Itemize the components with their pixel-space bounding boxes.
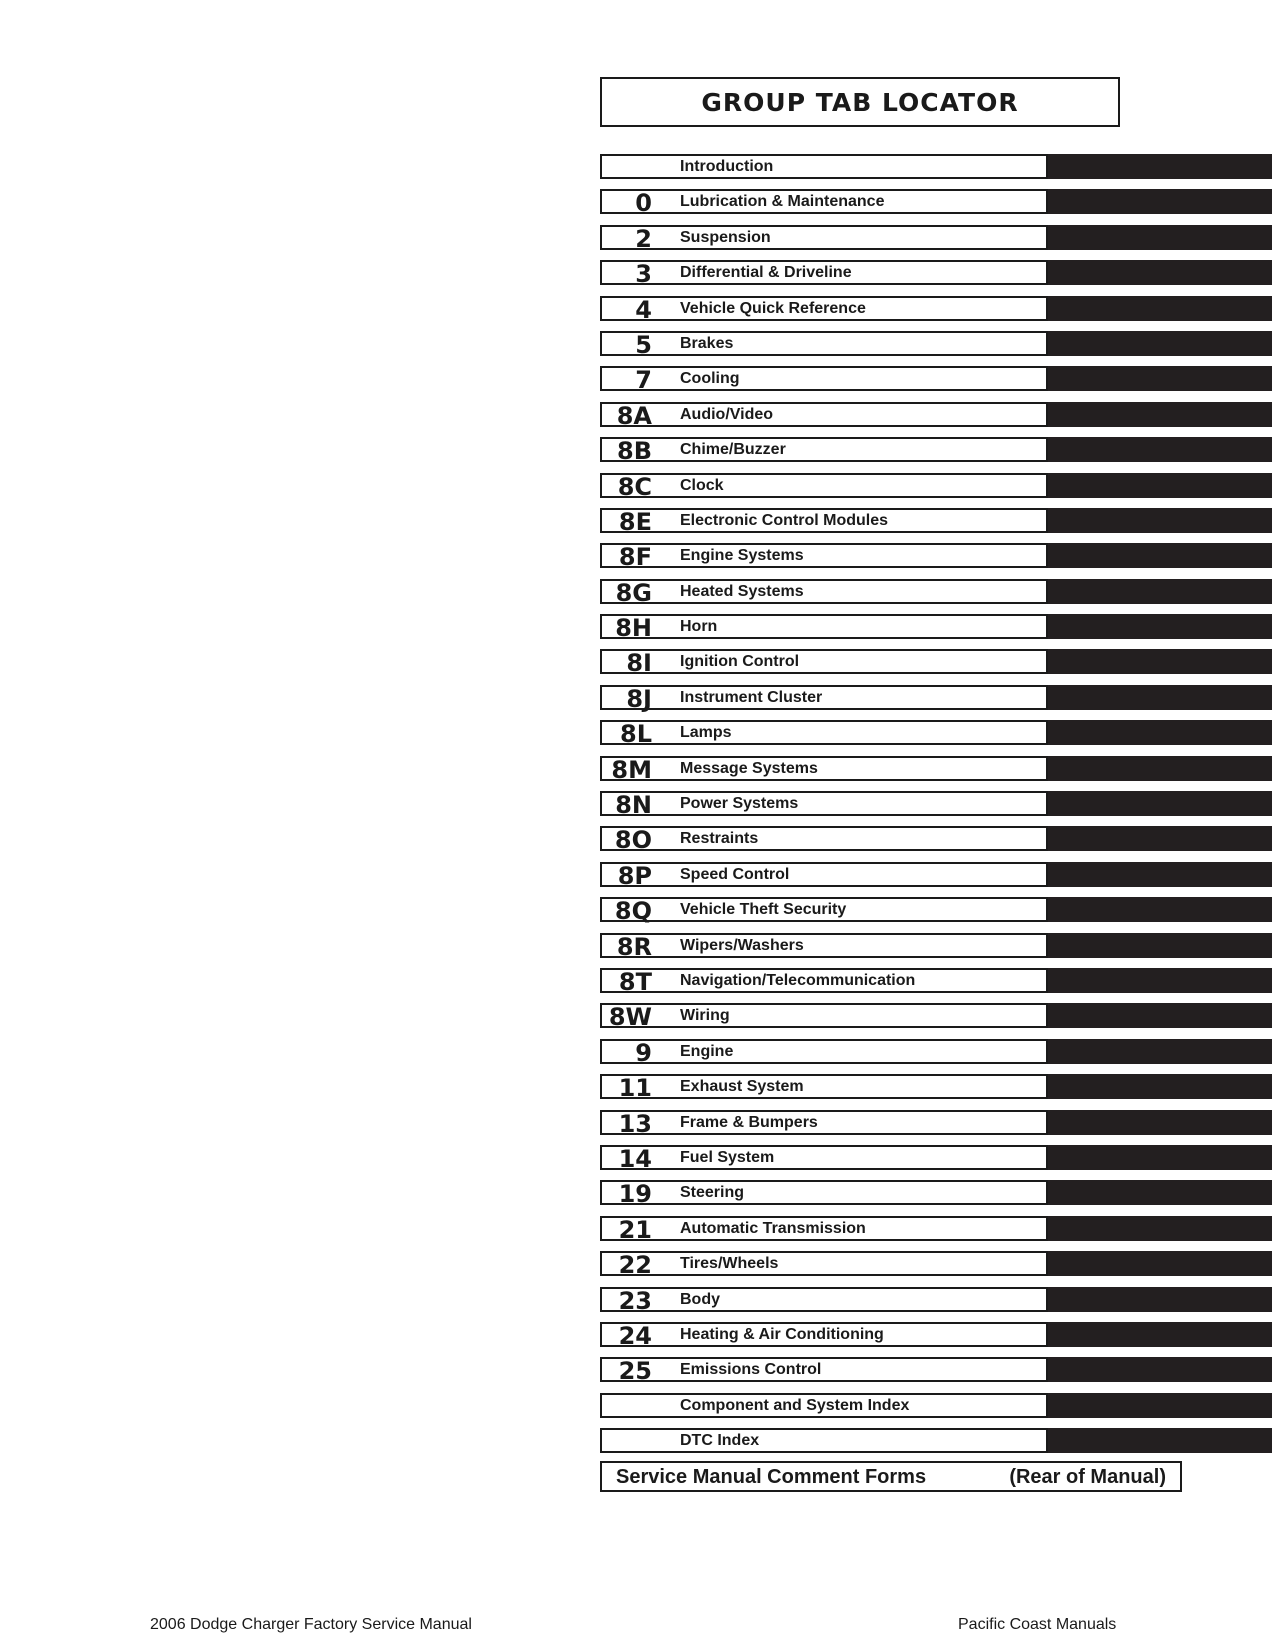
tab-link[interactable]	[600, 330, 1048, 359]
tab-group-number: 8P	[617, 861, 652, 890]
tab-link[interactable]	[600, 1109, 1048, 1138]
tab-link[interactable]	[600, 1393, 1048, 1418]
tab-group-label: Exhaust System	[680, 1078, 804, 1096]
tab-link[interactable]	[600, 260, 1048, 289]
tab-link[interactable]	[600, 1180, 1048, 1209]
tab-link[interactable]	[600, 1215, 1048, 1244]
tab-group-label: Lubrication & Maintenance	[680, 193, 885, 211]
comment-forms-label: Service Manual Comment Forms	[616, 1466, 927, 1488]
tab-group-number: 8B	[617, 437, 652, 466]
tab-link[interactable]	[600, 578, 1048, 607]
tab-row	[600, 649, 1272, 684]
tab-group-label: Tires/Wheels	[680, 1255, 779, 1273]
tab-group-label: Cooling	[680, 370, 740, 388]
tab-edge-marker	[1048, 543, 1272, 568]
tab-edge-marker	[1048, 331, 1272, 356]
tab-edge-marker	[1048, 1393, 1272, 1418]
tab-row	[600, 296, 1272, 331]
tab-edge-marker	[1048, 1074, 1272, 1099]
tab-group-number: 24	[618, 1321, 652, 1350]
tab-row	[600, 579, 1272, 614]
tab-row	[600, 1428, 1272, 1463]
tab-edge-marker	[1048, 402, 1272, 427]
tab-link[interactable]	[600, 1321, 1048, 1350]
tab-edge-marker	[1048, 826, 1272, 851]
tab-group-label: Frame & Bumpers	[680, 1113, 818, 1131]
tab-edge-marker	[1048, 225, 1272, 250]
tab-edge-marker	[1048, 579, 1272, 604]
tab-row	[600, 189, 1272, 224]
tab-link[interactable]	[600, 189, 1048, 218]
tab-row	[600, 1110, 1272, 1145]
group-tab-locator-title: GROUP TAB LOCATOR	[600, 77, 1120, 127]
tab-group-label: Fuel System	[680, 1148, 775, 1166]
tab-group-label: Engine Systems	[680, 547, 804, 565]
tab-row	[600, 791, 1272, 826]
tab-group-number: 4	[635, 295, 652, 324]
tab-group-number: 8C	[617, 472, 652, 501]
tab-group-number: 25	[618, 1357, 652, 1386]
tab-row	[600, 366, 1272, 401]
tab-edge-marker	[1048, 791, 1272, 816]
tab-group-label: Ignition Control	[680, 653, 800, 671]
tab-row	[600, 1251, 1272, 1286]
tab-edge-marker	[1048, 189, 1272, 214]
tab-group-number: 8N	[615, 791, 652, 820]
tab-link[interactable]	[600, 649, 1048, 678]
tab-row	[600, 897, 1272, 932]
tab-link[interactable]	[600, 401, 1048, 430]
tab-edge-marker	[1048, 614, 1272, 639]
tab-group-number: 0	[635, 189, 652, 218]
tab-group-number: 8M	[611, 755, 652, 784]
tab-row	[600, 1145, 1272, 1180]
tab-edge-marker	[1048, 1357, 1272, 1382]
tab-edge-marker	[1048, 685, 1272, 710]
tab-group-label: Power Systems	[680, 795, 799, 813]
tab-group-number: 11	[618, 1074, 652, 1103]
tab-link[interactable]	[600, 224, 1048, 253]
tab-group-number: 8L	[620, 720, 652, 749]
tab-group-label: Automatic Transmission	[680, 1219, 866, 1237]
tab-group-label: Electronic Control Modules	[680, 511, 889, 529]
tab-edge-marker	[1048, 1110, 1272, 1135]
tab-group-label: Wipers/Washers	[680, 936, 804, 954]
tab-group-number: 3	[635, 260, 652, 289]
comment-forms-link[interactable]	[600, 1461, 1182, 1492]
tab-row	[600, 1180, 1272, 1215]
tab-link[interactable]	[600, 366, 1048, 395]
tab-row	[600, 720, 1272, 755]
tab-group-label: Vehicle Quick Reference	[680, 299, 866, 317]
tab-edge-marker	[1048, 473, 1272, 498]
tab-group-label: Navigation/Telecommunication	[680, 971, 916, 989]
tab-group-number: 8I	[626, 649, 652, 678]
tab-group-label: Clock	[680, 476, 724, 494]
tab-edge-marker	[1048, 720, 1272, 745]
tab-link[interactable]	[600, 543, 1048, 572]
tab-row	[600, 933, 1272, 968]
tab-edge-marker	[1048, 1180, 1272, 1205]
tab-row	[600, 225, 1272, 260]
tab-group-number: 8W	[608, 1003, 652, 1032]
tab-group-label: Message Systems	[680, 759, 818, 777]
footer-manual-title: 2006 Dodge Charger Factory Service Manual	[150, 1616, 472, 1633]
tab-group-number: 8A	[616, 401, 652, 430]
tab-row	[600, 402, 1272, 437]
tab-group-number: 22	[618, 1251, 652, 1280]
tab-group-number: 8H	[615, 614, 652, 643]
tab-row	[600, 1003, 1272, 1038]
tab-group-number: 8T	[618, 967, 652, 996]
tab-group-number: 8E	[618, 507, 652, 536]
tab-row	[600, 1216, 1272, 1251]
tab-group-number: 9	[635, 1038, 652, 1067]
tab-link[interactable]	[600, 1357, 1048, 1386]
tab-edge-marker	[1048, 1039, 1272, 1064]
tab-link[interactable]	[600, 1286, 1048, 1315]
tab-edge-marker	[1048, 862, 1272, 887]
tab-edge-marker	[1048, 296, 1272, 321]
tab-edge-marker	[1048, 154, 1272, 179]
tab-edge-marker	[1048, 1216, 1272, 1241]
tab-group-label: DTC Index	[680, 1432, 760, 1450]
tab-link[interactable]	[600, 791, 1048, 820]
tab-row	[600, 826, 1272, 861]
tab-row	[600, 756, 1272, 791]
tab-group-label: Steering	[680, 1184, 745, 1202]
tab-group-number: 8Q	[614, 897, 652, 926]
tab-edge-marker	[1048, 1251, 1272, 1276]
tab-edge-marker	[1048, 968, 1272, 993]
tab-edge-marker	[1048, 1003, 1272, 1028]
tab-edge-marker	[1048, 1322, 1272, 1347]
tab-group-number: 13	[618, 1109, 652, 1138]
tab-edge-marker	[1048, 756, 1272, 781]
tab-edge-marker	[1048, 897, 1272, 922]
tab-group-number: 2	[635, 224, 652, 253]
tab-group-label: Restraints	[680, 830, 759, 848]
tab-row	[600, 862, 1272, 897]
tab-group-number: 14	[618, 1144, 652, 1173]
tab-edge-marker	[1048, 260, 1272, 285]
tab-link[interactable]	[600, 897, 1048, 926]
tab-group-number: 7	[635, 366, 652, 395]
tab-link[interactable]	[600, 1251, 1048, 1280]
tab-link[interactable]	[600, 154, 1048, 179]
tab-edge-marker	[1048, 649, 1272, 674]
tab-group-number: 8G	[615, 578, 652, 607]
tab-group-label: Vehicle Theft Security	[680, 901, 847, 919]
tab-group-label: Introduction	[680, 158, 774, 175]
tab-group-number: 19	[618, 1180, 652, 1209]
tab-link[interactable]	[600, 295, 1048, 324]
tab-row	[600, 1393, 1272, 1428]
tab-group-label: Heating & Air Conditioning	[680, 1325, 884, 1343]
tab-row	[600, 614, 1272, 649]
tab-row	[600, 508, 1272, 543]
tab-link[interactable]	[600, 720, 1048, 749]
tab-link[interactable]	[600, 1144, 1048, 1173]
tab-group-number: 8R	[616, 932, 652, 961]
tab-group-label: Wiring	[680, 1007, 730, 1025]
tab-group-label: Audio/Video	[680, 405, 774, 423]
tab-group-number: 8F	[618, 543, 652, 572]
tab-edge-marker	[1048, 1145, 1272, 1170]
tab-row	[600, 685, 1272, 720]
tab-link[interactable]	[600, 614, 1048, 643]
tab-group-number: 8O	[614, 826, 652, 855]
tab-row	[600, 473, 1272, 508]
tab-link[interactable]	[600, 684, 1048, 713]
tab-group-label: Suspension	[680, 228, 771, 246]
tab-row	[600, 1074, 1272, 1109]
comment-forms-location: (Rear of Manual)	[1009, 1466, 1166, 1488]
tab-group-number: 21	[618, 1215, 652, 1244]
footer-publisher: Pacific Coast Manuals	[958, 1616, 1117, 1633]
tab-link[interactable]	[600, 861, 1048, 890]
tab-edge-marker	[1048, 508, 1272, 533]
tab-row	[600, 154, 1272, 189]
tab-row	[600, 260, 1272, 295]
tab-edge-marker	[1048, 1287, 1272, 1312]
tab-link[interactable]	[600, 507, 1048, 536]
tab-row	[600, 1039, 1272, 1074]
tab-edge-marker	[1048, 437, 1272, 462]
tab-group-label: Chime/Buzzer	[680, 441, 786, 459]
tab-group-label: Emissions Control	[680, 1361, 822, 1379]
tab-link[interactable]	[600, 437, 1048, 466]
tab-group-label: Instrument Cluster	[680, 688, 823, 706]
tab-group-number: 8J	[626, 684, 652, 713]
tab-row	[600, 968, 1272, 1003]
tab-row	[600, 543, 1272, 578]
tab-group-label: Heated Systems	[680, 582, 804, 600]
tab-link[interactable]	[600, 1074, 1048, 1103]
tab-row	[600, 331, 1272, 366]
tab-edge-marker	[1048, 366, 1272, 391]
tab-link[interactable]	[600, 472, 1048, 501]
tab-row	[600, 1357, 1272, 1392]
tab-link[interactable]	[600, 755, 1048, 784]
tab-link[interactable]	[600, 1038, 1048, 1067]
tab-link[interactable]	[600, 932, 1048, 961]
tab-edge-marker	[1048, 933, 1272, 958]
tab-row	[600, 1287, 1272, 1322]
tab-group-label: Speed Control	[680, 865, 790, 883]
tab-edge-marker	[1048, 1428, 1272, 1453]
tab-row	[600, 437, 1272, 472]
tab-group-label: Engine	[680, 1042, 734, 1060]
tab-link[interactable]	[600, 1428, 1048, 1453]
tab-group-label: Lamps	[680, 724, 732, 742]
tab-group-label: Differential & Driveline	[680, 264, 852, 282]
tab-link[interactable]	[600, 1003, 1048, 1032]
tab-group-label: Body	[680, 1290, 720, 1308]
tab-row	[600, 1322, 1272, 1357]
tab-group-number: 23	[618, 1286, 652, 1315]
tab-list	[600, 154, 1272, 1463]
tab-group-label: Brakes	[680, 334, 734, 352]
tab-link[interactable]	[600, 826, 1048, 855]
tab-group-label: Component and System Index	[680, 1396, 910, 1414]
tab-link[interactable]	[600, 967, 1048, 996]
tab-group-label: Horn	[680, 618, 718, 636]
tab-group-number: 5	[635, 330, 652, 359]
